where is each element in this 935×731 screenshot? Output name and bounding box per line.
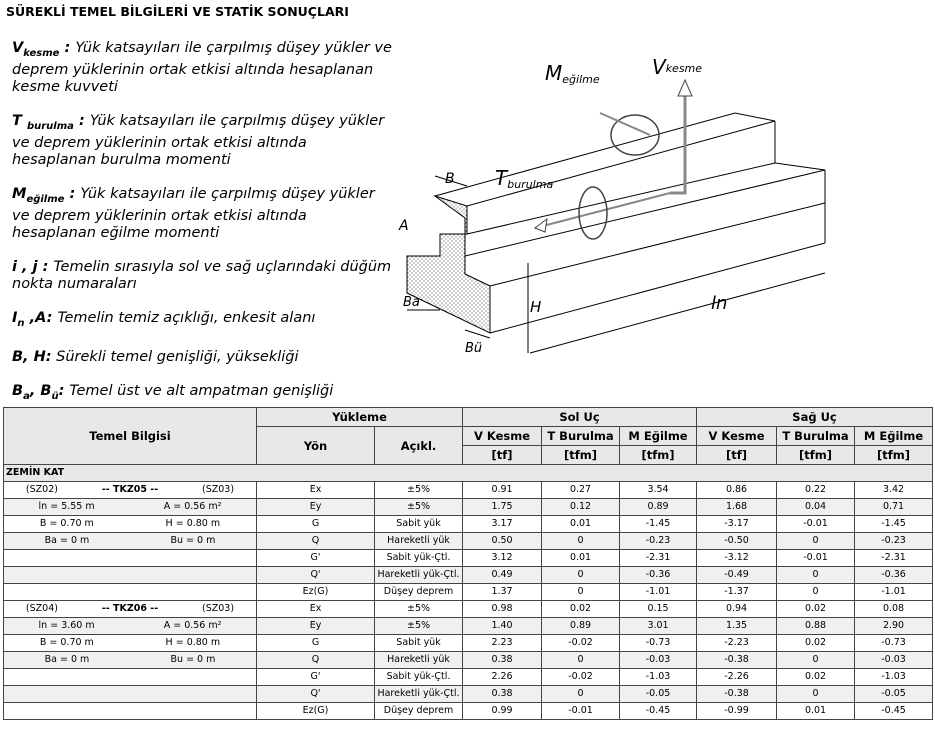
- table-cell: -1.45: [855, 516, 933, 533]
- temel-info-cell: [4, 567, 257, 584]
- table-row: [4, 686, 933, 703]
- table-cell: -0.02: [542, 635, 620, 652]
- temel-info-value: (SZ04): [25, 603, 58, 614]
- table-cell: 0.71: [855, 499, 933, 516]
- definition-v-kesme: $V_{kesme}$ : Yük katsayıları ile çarpılmış düşey yükler ve deprem yüklerinin ortak etkisi altında hesaplanan kesme kuvveti: [12, 40, 392, 95]
- table-cell: -0.23: [620, 533, 697, 550]
- temel-info-value: (SZ03): [202, 603, 235, 614]
- temel-info-cell: [4, 686, 257, 703]
- stem-bottom-edge: [467, 163, 775, 234]
- ln-label: ln: [711, 293, 728, 314]
- table-cell: Ex: [257, 601, 375, 618]
- table-cell: 0: [777, 533, 855, 550]
- unit-t-sag: [tfm]: [777, 446, 855, 465]
- table-cell: -1.03: [855, 669, 933, 686]
- bu-label: Bü: [465, 341, 483, 356]
- table-cell: -1.37: [697, 584, 777, 601]
- table-cell: -1.45: [620, 516, 697, 533]
- temel-info-value: -- TKZ05 --: [101, 484, 159, 495]
- table-cell: 0: [542, 686, 620, 703]
- v-arrow-head: [678, 80, 692, 96]
- table-cell: 0.98: [463, 601, 542, 618]
- table-cell: 0.02: [777, 669, 855, 686]
- table-cell: -0.38: [697, 686, 777, 703]
- table-cell: Ey: [257, 499, 375, 516]
- temel-info-value: (SZ02): [25, 484, 58, 495]
- table-cell: 2.90: [855, 618, 933, 635]
- table-cell: Hareketli yük-Çtl.: [375, 567, 463, 584]
- table-cell: -0.36: [620, 567, 697, 584]
- header-yon: Yön: [257, 427, 375, 465]
- definition-ba-bu: $B_a$, $B_ü$: Temel üst ve alt ampatman genişliği: [12, 382, 334, 402]
- cross-section: [407, 196, 490, 333]
- temel-info-cell: [4, 482, 257, 499]
- table-cell: 1.37: [463, 584, 542, 601]
- unit-m-sag: [tfm]: [855, 446, 933, 465]
- temel-info-value: B = 0.70 m: [39, 637, 94, 648]
- table-cell: 1.40: [463, 618, 542, 635]
- table-cell: Q: [257, 533, 375, 550]
- definition-m-egilme: $M_{eğilme}$ : Yük katsayıları ile çarpılmış düşey yükler ve deprem yüklerinin ortak etkisi altında hesaplanan eğilme momenti: [12, 185, 375, 241]
- v-kesme-label: Vkesme: [652, 55, 703, 79]
- definition-i-j: i , j : Temelin sırasıyla sol ve sağ uçlarındaki düğüm nokta numaraları: [12, 258, 392, 292]
- table-cell: 0: [542, 584, 620, 601]
- table-cell: Ez(G): [257, 703, 375, 720]
- table-cell: -0.03: [620, 652, 697, 669]
- table-cell: Düşey deprem: [375, 703, 463, 720]
- table-cell: -0.01: [542, 703, 620, 720]
- table-row: [4, 618, 933, 635]
- temel-info-value: Bu = 0 m: [170, 535, 216, 546]
- t-burulma-label: Tburulma: [495, 166, 554, 191]
- table-cell: 3.17: [463, 516, 542, 533]
- table-row: [4, 533, 933, 550]
- temel-info-value: Ba = 0 m: [44, 535, 90, 546]
- table-cell: 3.42: [855, 482, 933, 499]
- table-cell: 0: [777, 686, 855, 703]
- table-cell: Q: [257, 652, 375, 669]
- temel-info-value: Bu = 0 m: [170, 654, 216, 665]
- temel-info-cell: [4, 652, 257, 669]
- table-cell: ±5%: [375, 601, 463, 618]
- table-cell: 2.26: [463, 669, 542, 686]
- table-cell: 1.68: [697, 499, 777, 516]
- table-row: [4, 567, 933, 584]
- table-cell: 0.04: [777, 499, 855, 516]
- table-cell: G': [257, 550, 375, 567]
- table-cell: -1.03: [620, 669, 697, 686]
- table-cell: -3.17: [697, 516, 777, 533]
- temel-info-cell: [4, 618, 257, 635]
- table-cell: Sabit yük: [375, 516, 463, 533]
- table-cell: -1.01: [855, 584, 933, 601]
- header-v-kesme-sag: V Kesme: [697, 427, 777, 446]
- table-cell: 2.23: [463, 635, 542, 652]
- table-cell: 0: [542, 652, 620, 669]
- table-cell: 0.02: [542, 601, 620, 618]
- table-cell: Ex: [257, 482, 375, 499]
- table-cell: 0.86: [697, 482, 777, 499]
- table-cell: -0.36: [855, 567, 933, 584]
- table-cell: -3.12: [697, 550, 777, 567]
- table-cell: 0.15: [620, 601, 697, 618]
- temel-info-cell: [4, 703, 257, 720]
- table-cell: 0.50: [463, 533, 542, 550]
- table-cell: 1.75: [463, 499, 542, 516]
- table-row: [4, 550, 933, 567]
- table-cell: G: [257, 635, 375, 652]
- table-cell: Sabit yük-Çtl.: [375, 550, 463, 567]
- unit-v-sag: [tf]: [697, 446, 777, 465]
- t-arrow-head: [535, 219, 547, 232]
- table-cell: -0.73: [855, 635, 933, 652]
- dim-ln: [530, 273, 825, 353]
- table-cell: 0.01: [777, 703, 855, 720]
- table-cell: 0: [777, 652, 855, 669]
- table-cell: ±5%: [375, 499, 463, 516]
- table-cell: -0.99: [697, 703, 777, 720]
- bottom-edge: [490, 243, 825, 333]
- table-cell: 0.27: [542, 482, 620, 499]
- table-cell: Hareketli yük-Çtl.: [375, 686, 463, 703]
- temel-info-cell: [4, 499, 257, 516]
- temel-info-cell: [4, 516, 257, 533]
- definition-t-burulma: T $_{burulma}$ : Yük katsayıları ile çarpılmış düşey yükler ve deprem yüklerinin ortak etkisi altında hesaplanan burulma momenti: [12, 112, 385, 168]
- table-cell: -2.31: [620, 550, 697, 567]
- table-cell: 0.99: [463, 703, 542, 720]
- temel-info-value: -- TKZ06 --: [101, 603, 159, 614]
- results-table: [3, 407, 933, 720]
- table-cell: Hareketli yük: [375, 652, 463, 669]
- temel-info-value: (SZ03): [202, 484, 235, 495]
- header-m-egilme-sag: M Eğilme: [855, 427, 933, 446]
- table-cell: Sabit yük: [375, 635, 463, 652]
- b-label: B: [445, 171, 455, 187]
- temel-info-value: ln = 5.55 m: [38, 501, 95, 512]
- table-cell: 0.12: [542, 499, 620, 516]
- table-cell: -0.01: [777, 516, 855, 533]
- table-cell: -0.45: [855, 703, 933, 720]
- table-cell: Q': [257, 567, 375, 584]
- table-cell: 0.89: [620, 499, 697, 516]
- table-cell: -0.49: [697, 567, 777, 584]
- temel-info-cell: [4, 550, 257, 567]
- table-cell: -2.26: [697, 669, 777, 686]
- table-row: [4, 669, 933, 686]
- table-cell: -0.23: [855, 533, 933, 550]
- table-cell: 0.38: [463, 686, 542, 703]
- table-cell: G': [257, 669, 375, 686]
- table-cell: 0.01: [542, 550, 620, 567]
- page-title: SÜREKLİ TEMEL BİLGİLERİ VE STATİK SONUÇLARI: [6, 4, 349, 19]
- table-cell: -0.01: [777, 550, 855, 567]
- table-cell: ±5%: [375, 482, 463, 499]
- definition-b-h: B, H: Sürekli temel genişliği, yüksekliği: [12, 348, 299, 365]
- table-cell: -0.05: [855, 686, 933, 703]
- table-cell: 0.02: [777, 635, 855, 652]
- table-cell: -1.01: [620, 584, 697, 601]
- temel-info-cell: [4, 635, 257, 652]
- table-cell: Q': [257, 686, 375, 703]
- header-t-burulma-sol: T Burulma: [542, 427, 620, 446]
- table-cell: Ey: [257, 618, 375, 635]
- temel-info-value: H = 0.80 m: [165, 518, 221, 529]
- table-cell: -2.31: [855, 550, 933, 567]
- m-egilme-label: Meğilme: [545, 61, 600, 86]
- a-label: A: [399, 218, 409, 234]
- table-row: [4, 635, 933, 652]
- table-cell: 0.49: [463, 567, 542, 584]
- table-cell: Düşey deprem: [375, 584, 463, 601]
- temel-info-value: A = 0.56 m²: [163, 620, 222, 631]
- temel-info-cell: [4, 584, 257, 601]
- header-acikl: Açıkl.: [375, 427, 463, 465]
- header-v-kesme-sol: V Kesme: [463, 427, 542, 446]
- table-row: [4, 601, 933, 618]
- table-cell: 0: [777, 567, 855, 584]
- table-cell: Ez(G): [257, 584, 375, 601]
- h-label: H: [530, 298, 542, 316]
- table-cell: -2.23: [697, 635, 777, 652]
- temel-info-cell: [4, 601, 257, 618]
- table-cell: 0.01: [542, 516, 620, 533]
- table-cell: 0: [777, 584, 855, 601]
- temel-info-value: ln = 3.60 m: [38, 620, 95, 631]
- unit-v-sol: [tf]: [463, 446, 542, 465]
- definitions: [12, 40, 392, 421]
- table-cell: -0.73: [620, 635, 697, 652]
- table-cell: Sabit yük-Çtl.: [375, 669, 463, 686]
- table-cell: 1.35: [697, 618, 777, 635]
- table-cell: 3.12: [463, 550, 542, 567]
- table-cell: -0.05: [620, 686, 697, 703]
- table-row: [4, 499, 933, 516]
- header-yukleme: Yükleme: [257, 408, 463, 427]
- top-surface: [435, 113, 775, 206]
- unit-t-sol: [tfm]: [542, 446, 620, 465]
- table-cell: 0.22: [777, 482, 855, 499]
- table-cell: 3.54: [620, 482, 697, 499]
- table-cell: 0.94: [697, 601, 777, 618]
- table-cell: -0.45: [620, 703, 697, 720]
- ba-label: Ba: [403, 295, 420, 310]
- section-label: ZEMİN KAT: [4, 465, 933, 482]
- table-cell: -0.50: [697, 533, 777, 550]
- table-cell: -0.38: [697, 652, 777, 669]
- header-t-burulma-sag: T Burulma: [777, 427, 855, 446]
- table-cell: 0: [542, 533, 620, 550]
- table-row: [4, 584, 933, 601]
- table-cell: 0.38: [463, 652, 542, 669]
- table-cell: Hareketli yük: [375, 533, 463, 550]
- table-cell: -0.02: [542, 669, 620, 686]
- table-cell: 0.89: [542, 618, 620, 635]
- table-body: [4, 482, 933, 720]
- table-cell: 3.01: [620, 618, 697, 635]
- header-sag-uc: Sağ Uç: [697, 408, 933, 427]
- table-cell: 0.08: [855, 601, 933, 618]
- temel-info-value: B = 0.70 m: [39, 518, 94, 529]
- header-m-egilme-sol: M Eğilme: [620, 427, 697, 446]
- table-cell: 0.91: [463, 482, 542, 499]
- temel-info-cell: [4, 533, 257, 550]
- unit-m-sol: [tfm]: [620, 446, 697, 465]
- table-cell: 0.02: [777, 601, 855, 618]
- table-row: [4, 703, 933, 720]
- table-cell: ±5%: [375, 618, 463, 635]
- temel-info-value: H = 0.80 m: [165, 637, 221, 648]
- foundation-diagram: [395, 48, 935, 368]
- temel-info-cell: [4, 669, 257, 686]
- table-row: [4, 516, 933, 533]
- header-sol-uc: Sol Uç: [463, 408, 697, 427]
- temel-info-value: A = 0.56 m²: [163, 501, 222, 512]
- definition-ln-a: $I_n$ ,A: Temelin temiz açıklığı, enkesit alanı: [12, 309, 316, 329]
- temel-info-value: Ba = 0 m: [44, 654, 90, 665]
- header-temel-bilgisi: Temel Bilgisi: [4, 408, 257, 465]
- table-row: [4, 482, 933, 499]
- table-cell: -0.03: [855, 652, 933, 669]
- table-cell: 0.88: [777, 618, 855, 635]
- table-cell: G: [257, 516, 375, 533]
- table-row: [4, 652, 933, 669]
- table-cell: 0: [542, 567, 620, 584]
